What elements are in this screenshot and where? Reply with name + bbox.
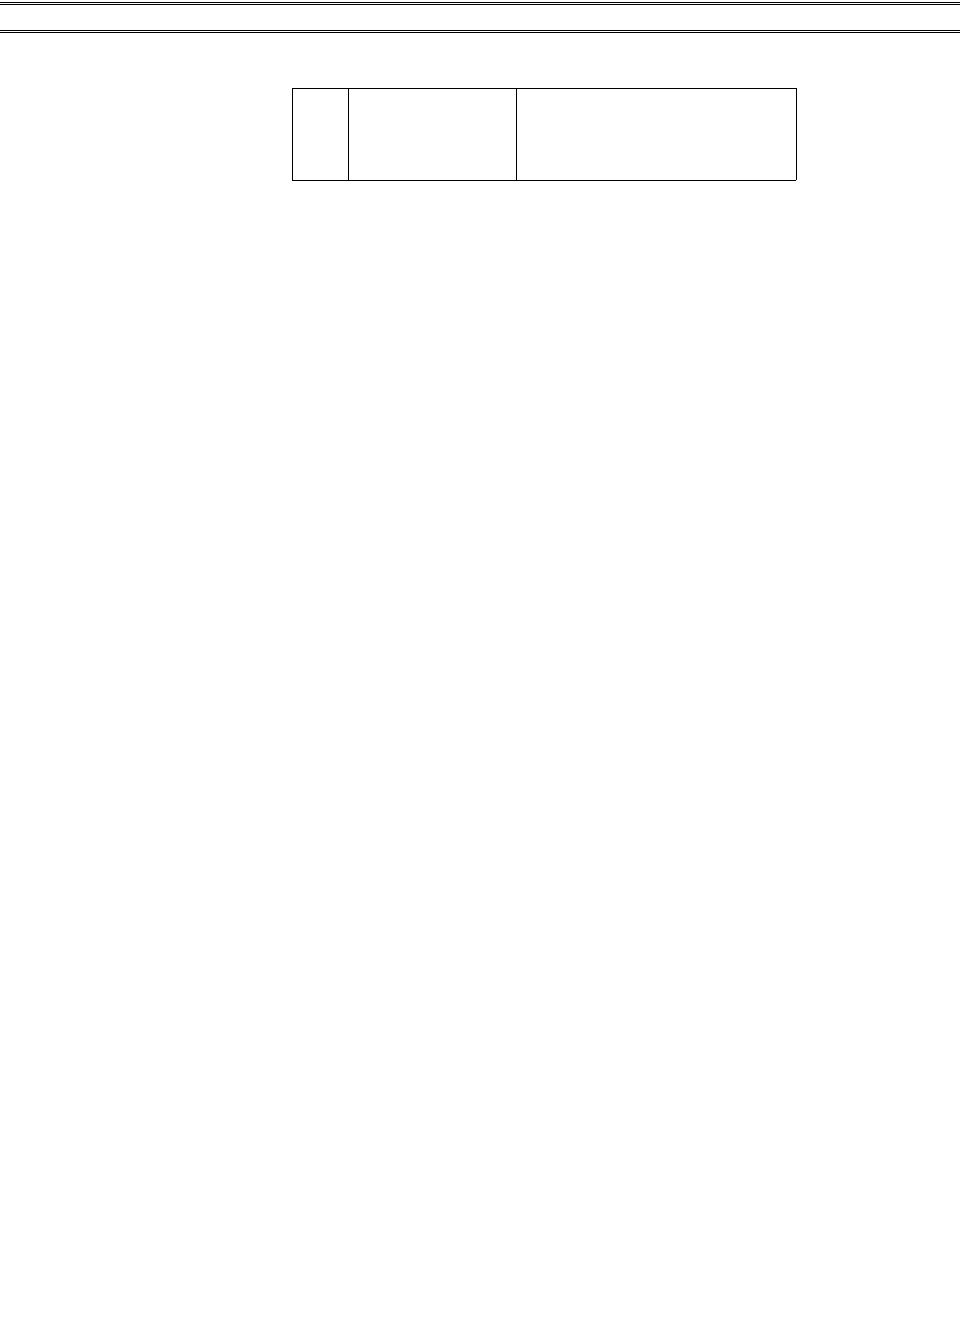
header-divider-3 [796,88,797,180]
header-box-bottom [292,180,796,181]
header-box-top [292,88,796,89]
header-divider-1 [348,88,349,180]
top-rule [0,2,960,5]
header-divider-2 [516,88,517,180]
header-divider-0 [292,88,293,180]
header-rule [0,30,960,33]
